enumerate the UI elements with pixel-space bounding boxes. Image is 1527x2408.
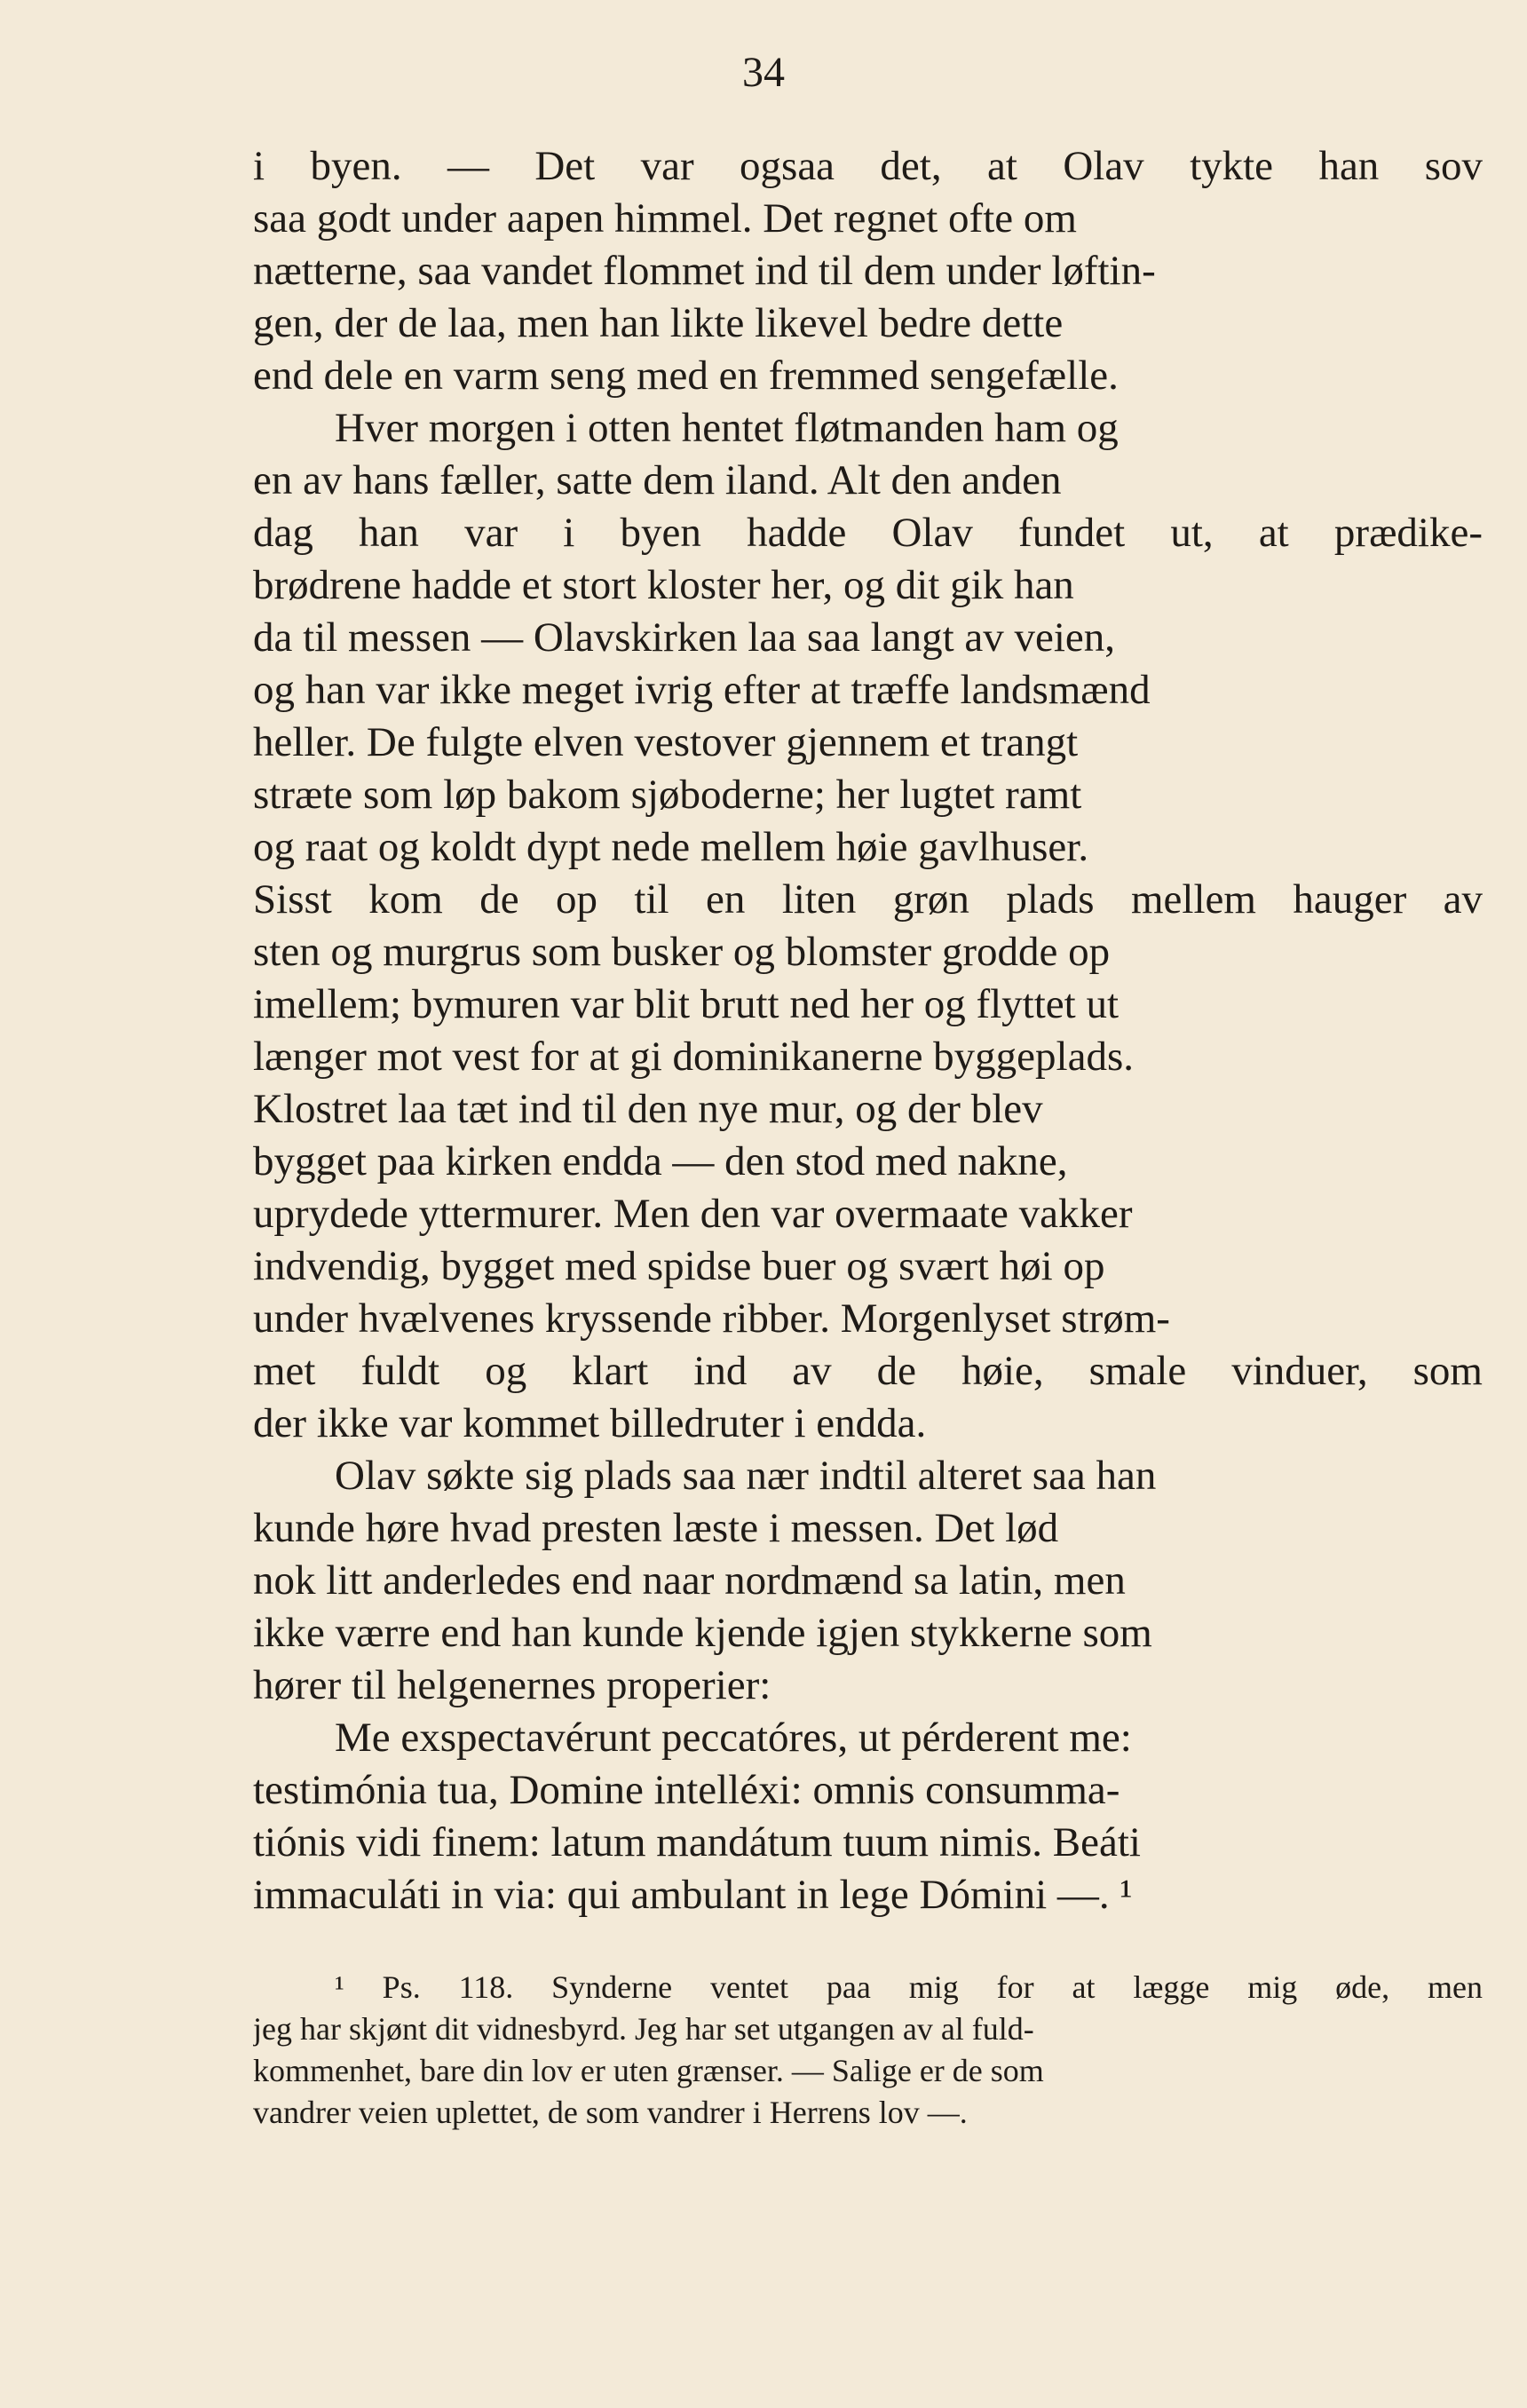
text-line: Klostret laa tæt ind til den nye mur, og der blev — [253, 1086, 1043, 1132]
footnote-line: vandrer veien uplettet, de som vandrer i Herrens lov —. — [253, 2095, 968, 2130]
page-number: 34 — [742, 49, 785, 96]
text-line: Me exspectavérunt peccatóres, ut pérderent me: — [335, 1715, 1132, 1761]
text-line: stræte som løp bakom sjøboderne; her lugtet ramt — [253, 772, 1082, 818]
text-line: da til messen — Olavskirken laa saa langt av veien, — [253, 614, 1116, 661]
text-line: brødrene hadde et stort kloster her, og dit gik han — [253, 562, 1074, 608]
footnote-line: ¹ Ps. 118. Synderne ventet paa mig for at lægge mig øde, men — [335, 1969, 1483, 2005]
text-line: indvendig, bygget med spidse buer og svært høi op — [253, 1243, 1105, 1289]
text-line: længer mot vest for at gi dominikanerne byggeplads. — [253, 1034, 1135, 1080]
text-line: Sisst kom de op til en liten grøn plads mellem hauger av — [253, 876, 1483, 923]
text-line: under hvælvenes kryssende ribber. Morgenlyset strøm- — [253, 1295, 1170, 1342]
text-line: Olav søkte sig plads saa nær indtil alteret saa han — [335, 1453, 1157, 1499]
text-line: og han var ikke meget ivrig efter at træffe landsmænd — [253, 667, 1151, 713]
text-line: og raat og koldt dypt nede mellem høie gavlhuser. — [253, 824, 1089, 870]
text-line: en av hans fæller, satte dem iland. Alt den anden — [253, 457, 1062, 503]
text-line: testimónia tua, Domine intelléxi: omnis consumma- — [253, 1767, 1120, 1813]
body-text — [253, 140, 1483, 1921]
text-line: sten og murgrus som busker og blomster grodde op — [253, 929, 1111, 975]
text-line: nætterne, saa vandet flommet ind til dem under løftin- — [253, 248, 1156, 294]
footnote-line: kommenhet, bare din lov er uten grænser. — Salige er de som — [253, 2053, 1044, 2088]
text-line: Hver morgen i otten hentet fløtmanden ham og — [335, 405, 1119, 451]
text-line: dag han var i byen hadde Olav fundet ut, at prædike- — [253, 510, 1483, 556]
text-line: der ikke var kommet billedruter i endda. — [253, 1400, 927, 1446]
text-line: imellem; bymuren var blit brutt ned her og flyttet ut — [253, 981, 1120, 1027]
text-line: kunde høre hvad presten læste i messen. Det lød — [253, 1505, 1059, 1551]
text-line: heller. De fulgte elven vestover gjennem et trangt — [253, 719, 1079, 765]
text-line: uprydede yttermurer. Men den var overmaate vakker — [253, 1191, 1133, 1237]
text-line: bygget paa kirken endda — den stod med nakne, — [253, 1138, 1068, 1184]
text-line: immaculáti in via: qui ambulant in lege Dómini —. ¹ — [253, 1872, 1133, 1918]
text-line: met fuldt og klart ind av de høie, smale vinduer, som — [253, 1348, 1483, 1394]
footnotes — [253, 1967, 1483, 2134]
text-line: i byen. — Det var ogsaa det, at Olav tykte han sov — [253, 143, 1483, 189]
text-line: gen, der de laa, men han likte likevel bedre dette — [253, 300, 1064, 346]
footnote-line: jeg har skjønt dit vidnesbyrd. Jeg har set utgangen av al fuld- — [253, 2011, 1034, 2047]
text-line: saa godt under aapen himmel. Det regnet ofte om — [253, 195, 1077, 242]
text-line: end dele en varm seng med en fremmed sengefælle. — [253, 352, 1119, 399]
text-line: tiónis vidi finem: latum mandátum tuum nimis. Beáti — [253, 1819, 1141, 1865]
text-line: hører til helgenernes properier: — [253, 1662, 771, 1708]
text-line: ikke værre end han kunde kjende igjen stykkerne som — [253, 1610, 1152, 1656]
text-line: nok litt anderledes end naar nordmænd sa latin, men — [253, 1557, 1126, 1604]
